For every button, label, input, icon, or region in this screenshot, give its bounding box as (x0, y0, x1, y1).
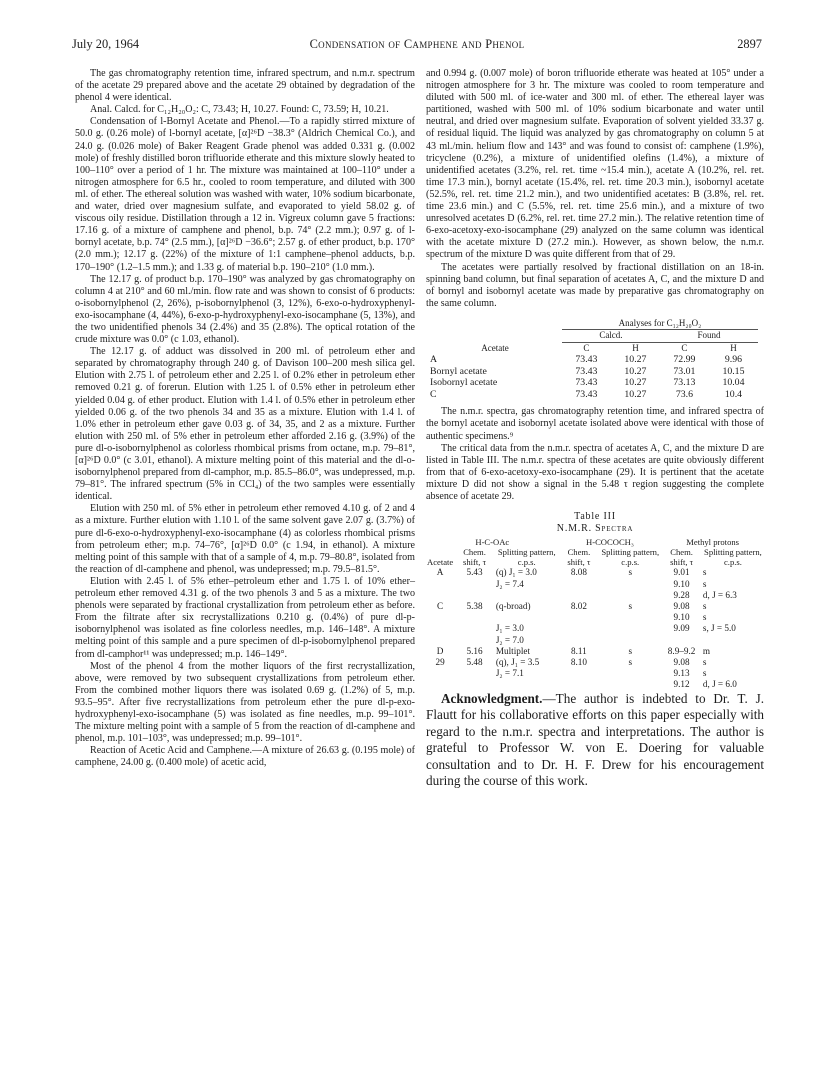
analyses-table (428, 318, 758, 401)
cell-mshift (661, 635, 702, 646)
methyl-shift-header: Chem. shift, τ (670, 547, 694, 568)
cell-shift2: 8.10 (570, 656, 587, 667)
cell-mshift: 9.28 (673, 589, 690, 600)
cell-shift2 (559, 635, 600, 646)
cell-shift: 5.38 (466, 600, 483, 611)
paragraph: The acetates were partially resolved by fractional distillation on an 18-in. spinning band column, but final separation of acetates A, C, and the mixture D and of bornyl and isobornyl acetate was made by preparative gas chromatography on the same column. (426, 261, 764, 309)
calc-h: 10.27 (624, 377, 647, 389)
cell-pat2: s (628, 645, 633, 656)
formula: H-COCOCH₃ (586, 537, 634, 548)
cell-msplit: s (702, 612, 707, 623)
paragraph: Most of the phenol 4 from the mother liquors of the first recrystallization, above, were removed by two subsequent crystallizations from petroleum ether. From the combined mother liquors there was isolated 0.69 g. (1.2%) of 5, m.p. 93.5–95°. After five recrystallizations from petroleum ether the pure dl-p-exo-hydroxyphenyl-exo-isocamphane (5) was isolated as fine needles, m.p. 99–101°. The mixture melting point with a sample of 5 from the reaction of dl-camphene and phenol, m.p. 101–103°, was undepressed; m.p. 99–101°. (75, 660, 415, 745)
left-column (75, 68, 415, 769)
nmr-table (426, 537, 764, 690)
cell-mshift: 9.12 (673, 679, 690, 690)
paragraph: The n.m.r. spectra, gas chromatography retention time, and infrared spectra of the bornyl acetate and isobornyl acetate isolated above were identical with those of authentic specimens.⁹ (426, 406, 764, 442)
cell-split: Multiplet (495, 645, 531, 656)
cell-msplit: m (702, 645, 711, 656)
cell-shift: 5.43 (466, 567, 483, 578)
table-row (426, 601, 764, 612)
cell-split: J₁ = 3.0 (495, 623, 524, 634)
cell-shift (454, 623, 495, 634)
cell-acetate: D (436, 645, 444, 656)
paragraph: The gas chromatography retention time, infrared spectrum, and n.m.r. spectrum of the acetate 29 prepared above and the acetate 29 obtained by degradation of the phenol 4 were identical. (75, 68, 415, 104)
table-row (426, 646, 764, 657)
cell-msplit: s (702, 668, 707, 679)
running-title: Condensation of Camphene and Phenol (309, 37, 525, 51)
cell-acetate: A (436, 567, 444, 578)
cell-shift2 (559, 668, 600, 679)
paragraph: The critical data from the n.m.r. spectra of acetates A, C, and the mixture D are listed in Table III. The n.m.r. spectra of these acetates are quite obviously different from that of 6-exo-acetoxy-exo-isocamphane (29). It is pertinent that the acetate mixture D did not show a signal in the 5.48 τ region suggesting the complete absence of acetate 29. (426, 442, 764, 503)
table-row (426, 635, 764, 646)
cell-shift2: 8.11 (571, 645, 587, 656)
cell-shift2 (559, 679, 600, 690)
paragraph: and 0.994 g. (0.007 mole) of boron trifluoride etherate was heated at 105° under a nitrogen atmosphere for 3 hr. The mixture was cooled to room temperature and diluted with 500 ml. of ice-water and 300 ml. of ether. The ethereal layer was partitioned, washed with 500 ml. of 10% sodium bicarbonate and water until neutral, and dried over magnesium sulfate. Evaporation of solvent yielded 33.37 g. of residual liquid. The liquid was analyzed by gas chromatography on column 5 at 43 ml./min. helium flow and 143° and was found to consist of: camphene (1.9%), tricyclene (0.2%), a mixture of unidentified olefins (1.4%), a mixture of unidentified acetates (3.2%, rel. ret. time ~15.4 min.), acetate A (10.2%, rel. ret. time 17.3 min.), bornyl acetate (15.4%, rel. ret. time 20.3 min.), isobornyl acetate (52.5%, rel. ret. time 21.2 min.), and two unidentified acetates: B (3.8%, rel. ret. time 23.6 min.) and C (5.5%, rel. ret. time 25.6 min.), and a mixture of two unresolved acetates D (6.2%, rel. ret. time 27.2 min.). The relative retention time of 6-exo-acetoxy-exo-isocamphane (29) analyzed on the same column was identical with the acetate mixture D (27.2 min.). However, as shown below, the n.m.r. spectrum of the mixture D was quite different from that of 29. (426, 68, 764, 261)
left-formula: H-C-OAc (475, 537, 510, 548)
cell-split: (q), J₁ = 3.5 (495, 656, 540, 667)
chem-shift-header: Chem. shift, τ (567, 547, 591, 568)
cell-msplit: s (702, 656, 707, 667)
cell-split: J₂ = 7.4 (495, 578, 524, 589)
cell-msplit: s (702, 578, 707, 589)
cell-mshift: 9.01 (673, 567, 690, 578)
cell-acetate (426, 579, 454, 590)
cell-acetate (426, 612, 454, 623)
methyl-split-header: Splitting pattern, c.p.s. (704, 547, 762, 568)
c-header: C (583, 342, 590, 353)
found-header: Found (660, 330, 758, 343)
table-row (428, 366, 758, 378)
cell-mshift: 9.10 (673, 612, 690, 623)
nmr-table-body (426, 567, 764, 690)
cell-shift (454, 579, 495, 590)
cell-pat2 (599, 635, 661, 646)
cell-pat2: s (628, 567, 633, 578)
cell-pat2 (599, 679, 661, 690)
cell-pat2: s (628, 656, 633, 667)
cell-pat2 (599, 623, 661, 634)
table-row (426, 668, 764, 679)
paragraph: The 12.17 g. of product b.p. 170–190° was analyzed by gas chromatography on column 4 at 210° and 60 ml./min. flow rate and was shown to consist of 6 products: o-isobornylphenol (2, 26%), p-isobornylphenol (3, 12%), 6-exo-o-hydroxyphenyl-exo-isocamphane (4, 44%), 6-exo-p-hydroxyphenyl-exo-isocamphane (5, 13%), and the two unidentified phenols 34 (2.4%) and 35 (2.8%). The optical rotation of the crude mixture was 0.0° (c 1.03, ethanol). (75, 273, 415, 346)
table-row (426, 612, 764, 623)
chem-shift-header: Chem. shift, τ (463, 547, 487, 568)
cell-pat2: s (628, 600, 633, 611)
cell-msplit: d, J = 6.3 (702, 589, 737, 600)
found-h: 10.04 (722, 377, 745, 389)
pattern-header: Splitting pattern, c.p.s. (601, 547, 660, 568)
cell-msplit: s (702, 567, 707, 578)
calc-h: 10.27 (624, 388, 647, 400)
cell-shift (454, 590, 495, 601)
right-column (426, 68, 764, 790)
cell-shift: 5.48 (466, 656, 483, 667)
cell-pat2 (599, 579, 661, 590)
paragraph: Anal. Calcd. for C₁₂H₂₀O₂: C, 73.43; H, 10.27. Found: C, 73.59; H, 10.21. (90, 104, 389, 116)
c-header: C (681, 342, 688, 353)
acknowledgment-text: —The author is indebted to Dr. T. J. Flautt for his collaborative efforts on this paper especially with regard to the n.m.r. spectra and interpretations. The author is grateful to Professor W. von E. Doering for valuable consultation and to Dr. H. F. Drew for his encouragement during the course of this work. (426, 690, 764, 789)
table-row (426, 657, 764, 668)
journal-date: July 20, 1964 (72, 37, 140, 51)
calc-c: 73.43 (575, 354, 598, 366)
analyses-group-header: Analyses for C₁₂H₂₀O₂ (562, 318, 758, 330)
table-row (428, 389, 758, 401)
paragraph: Condensation of l-Bornyl Acetate and Phenol.—To a rapidly stirred mixture of 50.0 g. (0.26 mole) of l-bornyl acetate, [α]²⁶D −38.3° (Aldrich Chemical Co.), and 24.0 g. (0.026 mole) of Baker Reagent Grade phenol was added 0.331 g. (0.002 mole) of freshly distilled boron trifluoride etherate and this mixture slowly heated to 100–110° over a period of 1 hr. The mixture was maintained at 100–110° under a nitrogen atmosphere for 6.5 hr., cooled to room temperature, and diluted with 300 ml. of ether. The ethereal solution was washed with water, 10% sodium bicarbonate, and water, dried over magnesium sulfate, and evaporated to yield 58.02 g. of viscous oily residue. Distillation through a 12 in. Vigreux column gave 5 fractions: 17.16 g. of a mixture of camphene and phenol, b.p. 74° (2.2 mm.); 0.97 g. of l-bornyl acetate, b.p. 74° (2.5 mm.), [α]²⁶D −36.6°; 2.57 g. of ether product, b.p. 170° (2.0 mm.); 12.17 g. (22%) of the mixture of 1:1 camphene–phenol adducts, b.p. 170–190° (1.2–1.5 mm.); and 1.33 g. of material b.p. 190–210° (1.0 mm.). (75, 116, 415, 273)
cell-split (495, 679, 559, 690)
acknowledgment-heading: Acknowledgment. (441, 690, 543, 706)
cell-acetate (426, 623, 454, 634)
acetate-name: Isobornyl acetate (430, 377, 498, 389)
table-row (426, 590, 764, 601)
cell-split (495, 612, 559, 623)
acetate-name: Bornyl acetate (430, 365, 487, 377)
cell-mshift: 9.10 (673, 578, 690, 589)
cell-shift2: 8.08 (570, 567, 587, 578)
cell-shift2 (559, 590, 600, 601)
cell-mshift: 9.09 (673, 623, 690, 634)
found-c: 72.99 (673, 354, 696, 366)
acknowledgment (426, 691, 764, 790)
methyl-group-header: Methyl protons (686, 537, 740, 548)
calc-c: 73.43 (575, 365, 598, 377)
paragraph: The 12.17 g. of adduct was dissolved in 200 ml. of petroleum ether and separated by chromatography through 240 g. of Davison 100–200 mesh silica gel. Elution with 2.75 l. of petroleum ether and 2.25 l. of 0.2% ether in petroleum ether removed 0.21 g. of forerun. Elution with 1.25 l. of 0.5% ether in petroleum ether yielded 0.04 g. of ether product. Elution with 1.4 l. of 0.5% ether in petroleum ether yielded 0.06 g. of the two phenols 34 and 35 as a mixture. Elution with 1.4 l. of 1.0% ether in petroleum ether gave 0.03 g. of 34, 35, and 2 as a mixture. Further elution with 250 ml. of 5% ether in petroleum ether afforded 2.16 g. (3.9%) of the pure dl-o-isobornylphenol as colorless rhombical prisms from octane, m.p. 79–81°, [α]²⁶D 0.0° (c 3.01, ethanol). A mixture melting point of this material and the dl-o-isobornylphenol prepared from dl-camphor, m.p. 85.5–86.0°, was undepressed, m.p. 79–81°. The infrared spectrum (5% in CCl₄) of the two samples were essentially identical. (75, 346, 415, 503)
table3-subtitle: N.M.R. Spectra (556, 523, 634, 535)
cell-split: (q) J₁ = 3.0 (495, 567, 537, 578)
cell-msplit (702, 635, 764, 646)
cell-msplit: s (702, 600, 707, 611)
cell-mshift: 9.13 (673, 668, 690, 679)
calcd-header: Calcd. (562, 330, 660, 343)
cell-acetate: C (437, 600, 444, 611)
cell-pat2 (599, 668, 661, 679)
cell-mshift: 9.08 (673, 656, 690, 667)
cell-split (495, 590, 559, 601)
cell-acetate (426, 668, 454, 679)
found-h: 9.96 (724, 354, 743, 366)
calc-h: 10.27 (624, 354, 647, 366)
cell-acetate (426, 635, 454, 646)
cell-mshift: 8.9–9.2 (667, 645, 696, 656)
calc-c: 73.43 (575, 377, 598, 389)
table-row (428, 354, 758, 366)
cell-shift2 (559, 579, 600, 590)
calc-c: 73.43 (575, 388, 598, 400)
page-header (72, 37, 762, 55)
cell-acetate (426, 679, 454, 690)
acetate-name: A (430, 354, 438, 366)
h-header: H (632, 342, 639, 353)
paragraph: Elution with 2.45 l. of 5% ether–petroleum ether and 1.75 l. of 10% ether–petroleum ether removed 4.31 g. of the two phenols 3 and 5 as a mixture. The two phenols were separated by fractional crystallization from petroleum ether as before. From the filtrate after six recrystallizations 0.210 g. (0.4%) of pure dl-p-isobornylphenol was isolated as fine colorless needles, m.p. 146–148°. A mixture melting point of this sample and a pure specimen of dl-p-isobornylphenol prepared from dl-camphor¹¹ was undepressed; m.p. 146–149°. (75, 575, 415, 660)
h-header: H (730, 342, 737, 353)
cell-msplit: s, J = 5.0 (702, 623, 736, 634)
table-row (426, 567, 764, 578)
found-c: 73.13 (673, 377, 696, 389)
cell-shift (454, 668, 495, 679)
table-row (426, 679, 764, 690)
cell-pat2 (599, 590, 661, 601)
cell-split: (q-broad) (495, 600, 531, 611)
cell-acetate (426, 590, 454, 601)
cell-split: J₂ = 7.1 (495, 668, 524, 679)
cell-split: J₂ = 7.0 (495, 634, 524, 645)
paragraph: Reaction of Acetic Acid and Camphene.—A mixture of 26.63 g. (0.195 mole) of camphene, 24.00 g. (0.400 mole) of acetic acid, (75, 745, 415, 769)
cell-msplit: d, J = 6.0 (702, 679, 737, 690)
acetate-header: Acetate (427, 557, 454, 568)
cell-shift2: 8.02 (570, 600, 587, 611)
found-h: 10.15 (722, 365, 745, 377)
cell-shift2 (559, 623, 600, 634)
cell-shift2 (559, 612, 600, 623)
cell-shift (454, 679, 495, 690)
found-c: 73.6 (675, 388, 694, 400)
cell-shift: 5.16 (466, 645, 483, 656)
cell-shift (454, 612, 495, 623)
page-number: 2897 (737, 37, 762, 51)
calc-h: 10.27 (624, 365, 647, 377)
table-row (428, 377, 758, 389)
found-c: 73.01 (673, 365, 696, 377)
acetate-header: Acetate (481, 342, 509, 353)
cell-acetate: 29 (435, 656, 445, 667)
acetate-name: C (430, 388, 437, 400)
cell-pat2 (599, 612, 661, 623)
table3-title: Table III (574, 511, 616, 523)
table-row (426, 579, 764, 590)
table-row (426, 623, 764, 634)
found-h: 10.4 (724, 388, 743, 400)
paragraph: Elution with 250 ml. of 5% ether in petroleum ether removed 4.10 g. of 2 and 4 as a mixture. Further elution with 1.10 l. of the same solvent gave 2.07 g. (3.7%) of pure dl-6-exo-o-hydroxyphenyl-exo-isocamphane (4) as colorless rhombical prisms from petroleum ether; m.p. 74–76°, [α]²⁶D 0.0° (c 1.94, in ethanol). A mixture melting point of this sample with that of a sample of 4, m.p. 79–80.8°, isolated from the reaction of dl-camphene and phenol, was undepressed; m.p. 79.5–81.5°. (75, 503, 415, 575)
splitting-header: Splitting pattern, c.p.s. (497, 547, 556, 568)
cell-shift (454, 635, 495, 646)
cell-mshift: 9.08 (673, 600, 690, 611)
